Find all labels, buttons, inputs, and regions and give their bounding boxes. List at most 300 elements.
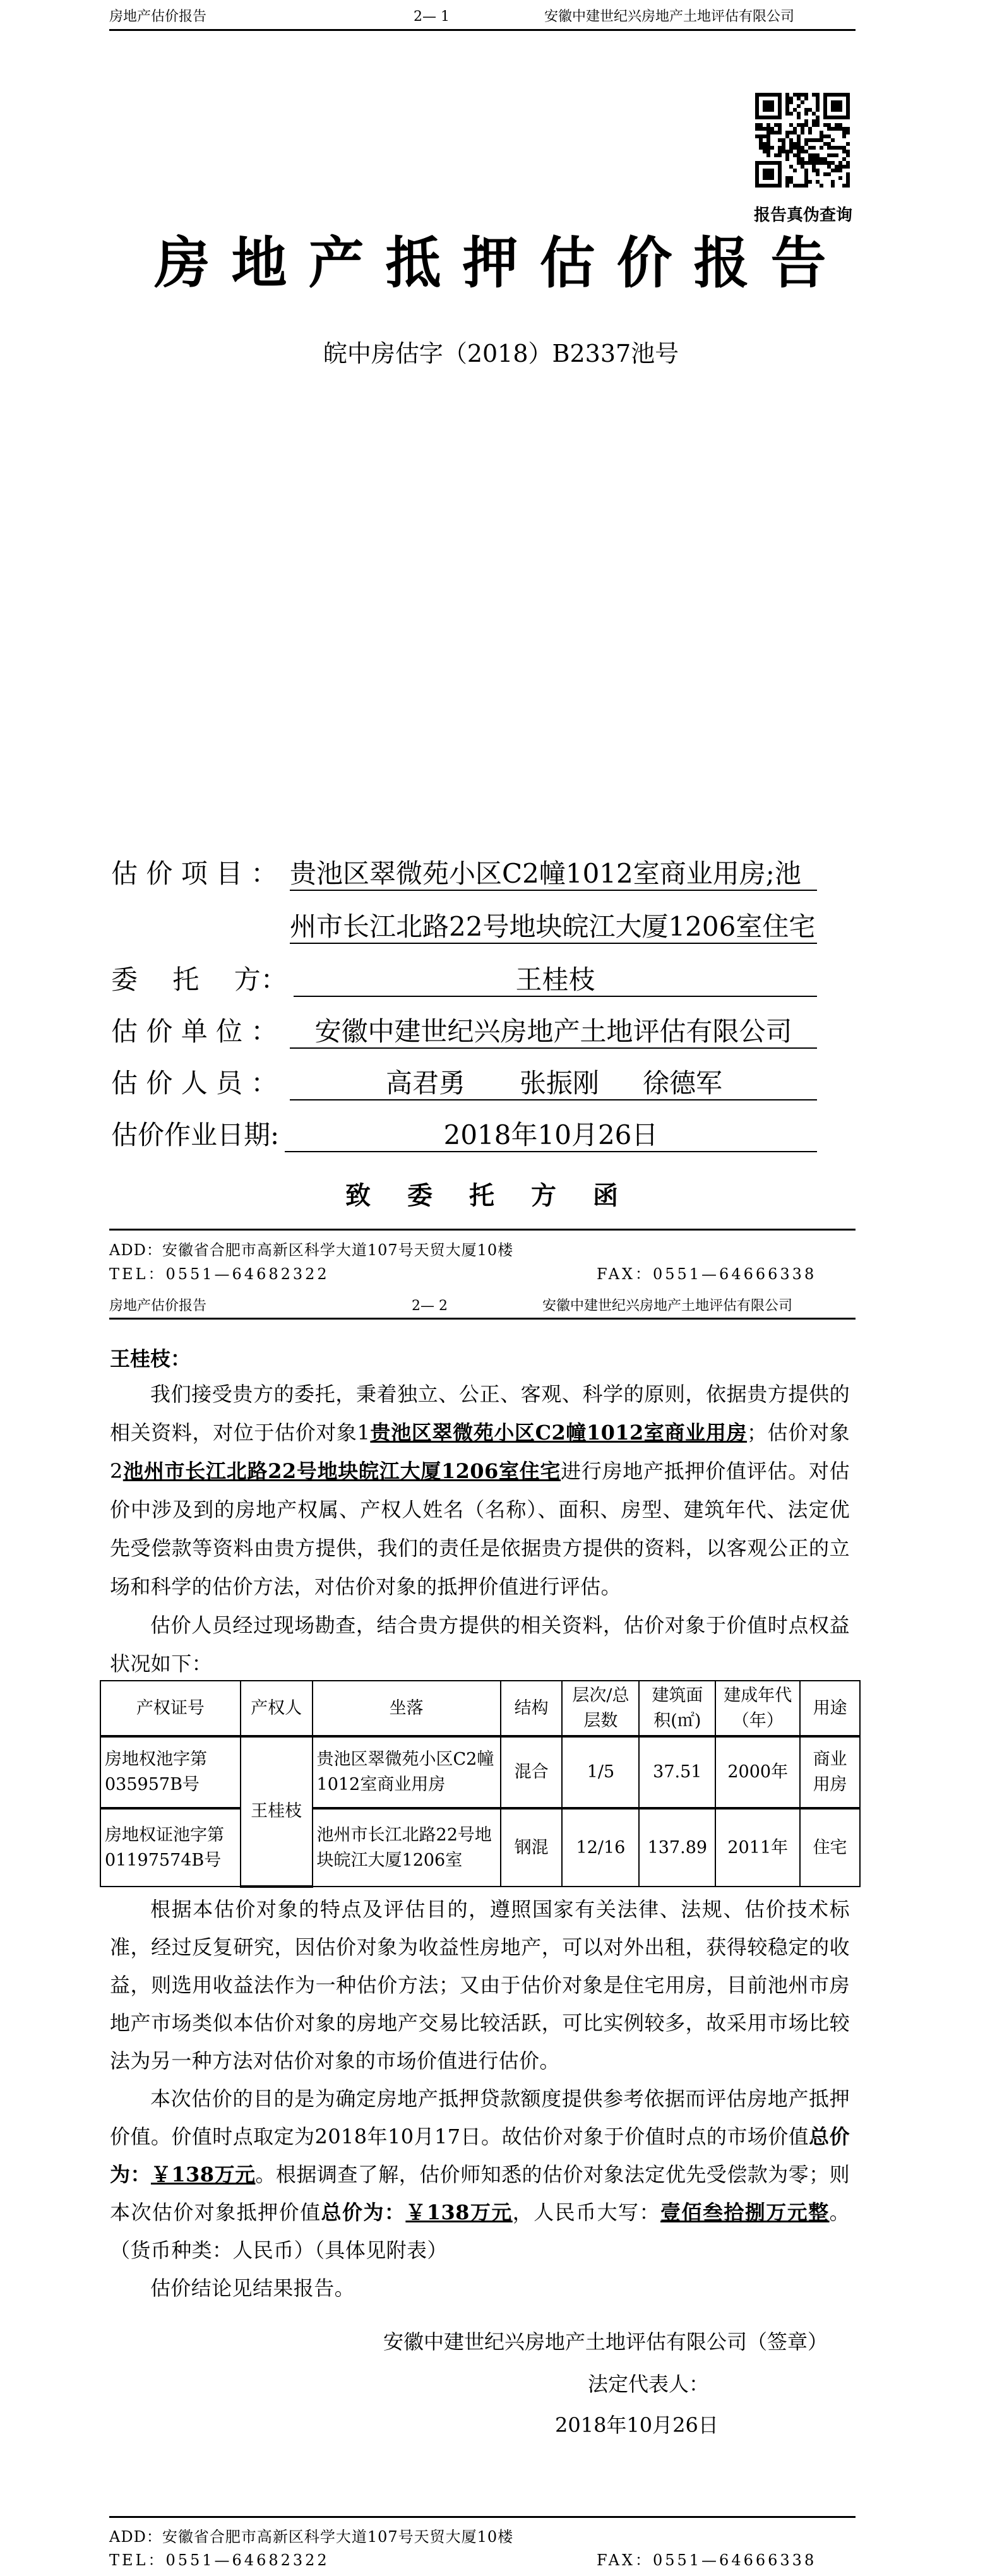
qr-module: [801, 150, 804, 153]
qr-module: [759, 138, 763, 142]
qr-module: [816, 116, 820, 119]
table-row: [100, 1736, 860, 1808]
qr-module: [838, 165, 842, 169]
qr-module: [846, 176, 850, 180]
qr-module: [763, 127, 766, 131]
footer-tel: TEL：0551—64682322: [109, 2551, 330, 2569]
qr-module: [755, 169, 759, 172]
qr-module: [846, 180, 850, 184]
qr-module: [804, 123, 808, 127]
qr-module: [812, 112, 816, 116]
qr-module: [778, 112, 782, 116]
qr-module: [838, 123, 842, 127]
client-label: 委 托 方：: [111, 964, 287, 995]
qr-module: [797, 112, 801, 116]
column-header: 建筑面积(㎡): [639, 1681, 715, 1736]
qr-module: [789, 138, 793, 142]
structure-cell: 混合: [501, 1736, 563, 1808]
qr-module: [755, 176, 759, 180]
header-right: 安徽中建世纪兴房地产土地评估有限公司: [542, 1298, 793, 1314]
qr-module: [782, 150, 785, 153]
qr-module: [820, 184, 823, 188]
qr-module: [789, 150, 793, 153]
qr-module: [812, 165, 816, 169]
year-cell: 2011年: [715, 1808, 800, 1887]
qr-module: [766, 138, 770, 142]
qr-module: [820, 161, 823, 165]
column-header: 产权人: [241, 1681, 313, 1736]
qr-module: [835, 153, 838, 157]
qr-module: [804, 161, 808, 165]
project-value-line2: 州市长江北路22号地块皖江大厦1206室住宅: [290, 911, 817, 944]
qr-module: [801, 131, 804, 134]
qr-module: [801, 93, 804, 97]
footer-fax: FAX：0551—64666338: [597, 1265, 817, 1283]
header-page-number: 2— 2: [412, 1298, 448, 1314]
qr-module: [755, 184, 759, 188]
qr-module: [801, 157, 804, 161]
qr-module: [793, 153, 797, 157]
qr-module: [766, 93, 770, 97]
legal-representative: 法定代表人：: [588, 2372, 710, 2396]
qr-module: [763, 161, 766, 165]
qr-module: [846, 172, 850, 176]
qr-module: [816, 169, 820, 172]
qr-module: [778, 131, 782, 134]
column-header: 坐落: [313, 1681, 501, 1736]
qr-module: [823, 116, 827, 119]
table-header-row: [100, 1681, 860, 1736]
qr-module: [823, 157, 827, 161]
qr-module: [789, 165, 793, 169]
qr-module: [831, 100, 835, 104]
qr-module: [804, 180, 808, 184]
qr-module: [763, 93, 766, 97]
qr-module: [835, 146, 838, 150]
text: ，人民币大写：: [512, 2200, 660, 2224]
qr-module: [789, 100, 793, 104]
qr-module: [816, 153, 820, 157]
qr-module: [827, 127, 831, 131]
qr-module: [823, 112, 827, 116]
qr-module: [801, 165, 804, 169]
qr-module: [755, 165, 759, 169]
qr-module: [820, 146, 823, 150]
qr-module: [770, 93, 774, 97]
qr-module: [770, 172, 774, 176]
qr-module: [766, 131, 770, 134]
qr-module: [831, 127, 835, 131]
qr-module: [838, 108, 842, 112]
qr-module: [835, 104, 838, 108]
use-cell: 住宅: [800, 1808, 860, 1887]
qr-module: [785, 93, 789, 97]
mortgage-value: ￥138万元: [405, 2200, 513, 2224]
table-row: [100, 1808, 860, 1887]
text: 总价为：: [110, 2125, 850, 2186]
qr-module: [820, 138, 823, 142]
qr-module: [823, 100, 827, 104]
area-cell: 137.89: [639, 1808, 715, 1887]
footer-rule: [109, 1229, 856, 1231]
intro-paragraph: [110, 1375, 850, 1683]
qr-module: [801, 161, 804, 165]
qr-module: [804, 169, 808, 172]
qr-module: [812, 138, 816, 142]
qr-module: [846, 150, 850, 153]
qr-module: [808, 108, 812, 112]
staff-value: [290, 1068, 817, 1100]
qr-module: [778, 97, 782, 100]
qr-module: [838, 161, 842, 165]
qr-module: [816, 157, 820, 161]
qr-module: [793, 146, 797, 150]
qr-module: [831, 169, 835, 172]
qr-module: [789, 112, 793, 116]
qr-code-icon[interactable]: [755, 93, 850, 188]
qr-module: [759, 123, 763, 127]
qr-module: [789, 176, 793, 180]
qr-module: [763, 169, 766, 172]
client-value: 王桂枝: [294, 964, 817, 997]
qr-module: [842, 184, 846, 188]
qr-module: [835, 100, 838, 104]
qr-module: [842, 146, 846, 150]
qr-module: [778, 146, 782, 150]
qr-module: [755, 127, 759, 131]
text: 进行房地产抵押价值评估。对估价中涉及到的房地产权属、产权人姓名（名称）、面积、房型、建筑年代、法定优先受偿款等资料由贵方提供，我们的责任是依据贵方提供的资料，以客观公正的立场和科学的估价方法，对估价对象的抵押价值进行评估。: [110, 1459, 850, 1599]
qr-module: [755, 100, 759, 104]
qr-module: [823, 142, 827, 146]
qr-module: [838, 169, 842, 172]
qr-module: [823, 93, 827, 97]
qr-module: [778, 123, 782, 127]
qr-module: [766, 184, 770, 188]
qr-module: [816, 161, 820, 165]
qr-module: [842, 127, 846, 131]
qr-module: [778, 165, 782, 169]
qr-module: [846, 142, 850, 146]
location-cell: 贵池区翠微苑小区C2幢1012室商业用房: [313, 1736, 501, 1808]
qr-module: [816, 123, 820, 127]
qr-module: [808, 153, 812, 157]
footer-address: ADD：安徽省合肥市高新区科学大道107号天贸大厦10楼: [109, 2528, 514, 2546]
qr-module: [835, 93, 838, 97]
qr-module: [827, 146, 831, 150]
qr-module: [816, 104, 820, 108]
qr-module: [827, 161, 831, 165]
header-rule: [109, 1318, 856, 1320]
qr-module: [778, 138, 782, 142]
text: 我们接受贵方的委托，秉着独立、公正、客观、科学的原则，依据贵方提供的相关资料，对位于估价对象1: [110, 1382, 850, 1445]
qr-module: [755, 104, 759, 108]
qr-module: [823, 97, 827, 100]
qr-module: [763, 142, 766, 146]
qr-module: [816, 119, 820, 123]
qr-module: [835, 108, 838, 112]
qr-module: [755, 116, 759, 119]
qr-module: [766, 142, 770, 146]
qr-module: [827, 123, 831, 127]
qr-module: [838, 146, 842, 150]
qr-module: [797, 116, 801, 119]
qr-module: [820, 131, 823, 134]
qr-module: [759, 134, 763, 138]
date-value: 2018年10月26日: [285, 1119, 817, 1152]
text: 总价为：: [321, 2200, 406, 2224]
qr-module: [838, 93, 842, 97]
qr-module: [804, 112, 808, 116]
qr-module: [808, 161, 812, 165]
qr-module: [789, 180, 793, 184]
qr-module: [797, 104, 801, 108]
qr-module: [812, 153, 816, 157]
qr-module: [778, 172, 782, 176]
qr-module: [785, 134, 789, 138]
qr-module: [797, 93, 801, 97]
qr-module: [804, 93, 808, 97]
qr-module: [846, 116, 850, 119]
qr-module: [770, 108, 774, 112]
qr-module: [831, 138, 835, 142]
qr-module: [793, 184, 797, 188]
qr-module: [785, 97, 789, 100]
qr-module: [793, 131, 797, 134]
qr-module: [827, 134, 831, 138]
qr-module: [755, 112, 759, 116]
qr-module: [816, 100, 820, 104]
qr-module: [793, 169, 797, 172]
qr-module: [774, 93, 778, 97]
qr-module: [778, 116, 782, 119]
appraiser-name: 高君勇: [386, 1068, 466, 1099]
qr-module: [785, 112, 789, 116]
qr-module: [778, 100, 782, 104]
qr-module: [759, 116, 763, 119]
qr-module: [766, 134, 770, 138]
qr-module: [766, 146, 770, 150]
qr-module: [770, 169, 774, 172]
qr-module: [846, 100, 850, 104]
qr-module: [766, 127, 770, 131]
qr-module: [759, 184, 763, 188]
qr-module: [766, 161, 770, 165]
qr-module: [838, 116, 842, 119]
header-left: 房地产估价报告: [109, 1298, 207, 1314]
year-cell: 2000年: [715, 1736, 800, 1808]
appraiser-name: 张振刚: [520, 1068, 600, 1099]
qr-module: [823, 172, 827, 176]
qr-module: [778, 153, 782, 157]
value-in-words: 壹佰叁拾捌万元整: [660, 2200, 830, 2224]
cert-cell: 房地权池字第035957B号: [100, 1736, 241, 1808]
footer-address: ADD：安徽省合肥市高新区科学大道107号天贸大厦10楼: [109, 1241, 514, 1259]
project-value-line1: 贵池区翠微苑小区C2幢1012室商业用房;池: [290, 858, 817, 891]
qr-module: [763, 134, 766, 138]
qr-module: [793, 127, 797, 131]
object-2: 池州市长江北路22号地块皖江大厦1206室住宅: [122, 1459, 561, 1483]
qr-module: [816, 97, 820, 100]
qr-module: [770, 116, 774, 119]
qr-module: [785, 180, 789, 184]
qr-module: [763, 176, 766, 180]
qr-module: [835, 127, 838, 131]
qr-module: [766, 116, 770, 119]
column-header: 建成年代（年）: [715, 1681, 800, 1736]
qr-module: [812, 119, 816, 123]
qr-module: [801, 184, 804, 188]
use-cell: 商业用房: [800, 1736, 860, 1808]
qr-module: [820, 157, 823, 161]
qr-module: [789, 146, 793, 150]
qr-module: [823, 123, 827, 127]
qr-module: [816, 108, 820, 112]
qr-module: [774, 116, 778, 119]
qr-module: [804, 108, 808, 112]
qr-module: [763, 108, 766, 112]
staff-label: 估 价 人 员 ：: [111, 1068, 278, 1099]
qr-module: [831, 108, 835, 112]
qr-module: [759, 127, 763, 131]
qr-module: [770, 161, 774, 165]
qr-module: [763, 100, 766, 104]
letter-title: 致委托方函: [345, 1181, 655, 1210]
qr-module: [831, 93, 835, 97]
qr-module: [816, 172, 820, 176]
qr-module: [838, 104, 842, 108]
qr-module: [778, 184, 782, 188]
qr-module: [820, 134, 823, 138]
text: 。根据调查了解，估价师知悉的估价对象法定优先受偿款为零；则本次估价对象抵押价值: [110, 2162, 850, 2224]
qr-module: [797, 146, 801, 150]
qr-module: [838, 127, 842, 131]
qr-module: [770, 131, 774, 134]
qr-module: [808, 131, 812, 134]
qr-module: [763, 116, 766, 119]
qr-module: [763, 104, 766, 108]
qr-module: [755, 134, 759, 138]
qr-module: [785, 104, 789, 108]
qr-module: [774, 184, 778, 188]
qr-module: [831, 116, 835, 119]
qr-module: [797, 123, 801, 127]
qr-module: [778, 169, 782, 172]
column-header: 用途: [800, 1681, 860, 1736]
qr-module: [789, 97, 793, 100]
qr-module: [823, 104, 827, 108]
qr-module: [755, 123, 759, 127]
qr-module: [763, 150, 766, 153]
qr-module: [766, 150, 770, 153]
qr-module: [793, 108, 797, 112]
method-paragraph: 根据本估价对象的特点及评估目的，遵照国家有关法律、法规、估价技术标准，经过反复研究，因估价对象为收益性房地产，可以对外出租，获得较稳定的收益，则选用收益法作为一种估价方法；又由于估价对象是住宅用房，目前池州市房地产市场类似本估价对象的房地产交易比较活跃，可比实例较多，故采用市场比较法为另一种方法对估价对象的市场价值进行估价。: [110, 1897, 850, 2073]
owner-cell: 王桂枝: [241, 1736, 313, 1887]
qr-module: [766, 169, 770, 172]
qr-module: [842, 150, 846, 153]
qr-module: [770, 127, 774, 131]
text: ；估价对象2: [110, 1421, 850, 1483]
qr-module: [763, 172, 766, 176]
qr-module: [804, 176, 808, 180]
signature-date: 2018年10月26日: [555, 2413, 719, 2437]
salutation: 王桂枝：: [110, 1347, 191, 1371]
qr-module: [823, 134, 827, 138]
qr-module: [835, 116, 838, 119]
qr-module: [838, 100, 842, 104]
qr-module: [766, 108, 770, 112]
qr-module: [846, 97, 850, 100]
qr-module: [804, 184, 808, 188]
text: 。（货币种类：人民币）（具体见附表）: [110, 2200, 850, 2262]
qr-module: [816, 93, 820, 97]
qr-module: [789, 142, 793, 146]
signature-company: 安徽中建世纪兴房地产土地评估有限公司（签章）: [383, 2330, 828, 2354]
qr-module: [842, 165, 846, 169]
location-cell: 池州市长江北路22号地块皖江大厦1206室: [313, 1808, 501, 1887]
market-value: ￥138万元: [150, 2162, 256, 2186]
qr-module: [785, 100, 789, 104]
qr-module: [770, 146, 774, 150]
qr-module: [801, 127, 804, 131]
qr-module: [816, 138, 820, 142]
status-paragraph: 估价人员经过现场勘查，结合贵方提供的相关资料，估价对象于价值时点权益状况如下：: [110, 1613, 850, 1676]
qr-module: [755, 108, 759, 112]
qr-module: [801, 146, 804, 150]
qr-module: [842, 131, 846, 134]
conclusion-paragraphs: [110, 1890, 850, 2307]
project-label: 估 价 项 目 ：: [111, 858, 278, 889]
floor-cell: 1/5: [562, 1736, 639, 1808]
qr-module: [755, 97, 759, 100]
qr-module: [797, 142, 801, 146]
qr-module: [797, 97, 801, 100]
qr-module: [831, 104, 835, 108]
qr-module: [774, 123, 778, 127]
footer-fax: FAX：0551—64666338: [597, 2551, 817, 2569]
header-page-number: 2— 1: [414, 9, 450, 25]
qr-module: [789, 131, 793, 134]
qr-module: [755, 172, 759, 176]
qr-module: [766, 104, 770, 108]
qr-module: [782, 142, 785, 146]
qr-module: [804, 172, 808, 176]
qr-module: [827, 153, 831, 157]
structure-cell: 钢混: [501, 1808, 563, 1887]
qr-module: [846, 131, 850, 134]
qr-module: [804, 142, 808, 146]
qr-module: [812, 157, 816, 161]
qr-module: [846, 153, 850, 157]
qr-module: [842, 116, 846, 119]
qr-module: [793, 93, 797, 97]
qr-module: [782, 138, 785, 142]
report-number: 皖中房估字（2018）B2337池号: [323, 340, 679, 367]
header-right: 安徽中建世纪兴房地产土地评估有限公司: [544, 9, 795, 25]
qr-module: [770, 184, 774, 188]
qr-module: [774, 161, 778, 165]
qr-module: [763, 146, 766, 150]
unit-value: 安徽中建世纪兴房地产土地评估有限公司: [290, 1016, 817, 1049]
qr-module: [785, 176, 789, 180]
qr-module: [782, 146, 785, 150]
qr-module: [789, 123, 793, 127]
qr-module: [831, 161, 835, 165]
qr-module: [831, 153, 835, 157]
qr-module: [846, 184, 850, 188]
qr-module: [808, 146, 812, 150]
qr-module: [804, 119, 808, 123]
text: 本次估价的目的是为确定房地产抵押贷款额度提供参考依据而评估房地产抵押价值。价值时点取定为2018年10月17日。故估价对象于价值时点的市场价值: [110, 2087, 850, 2149]
